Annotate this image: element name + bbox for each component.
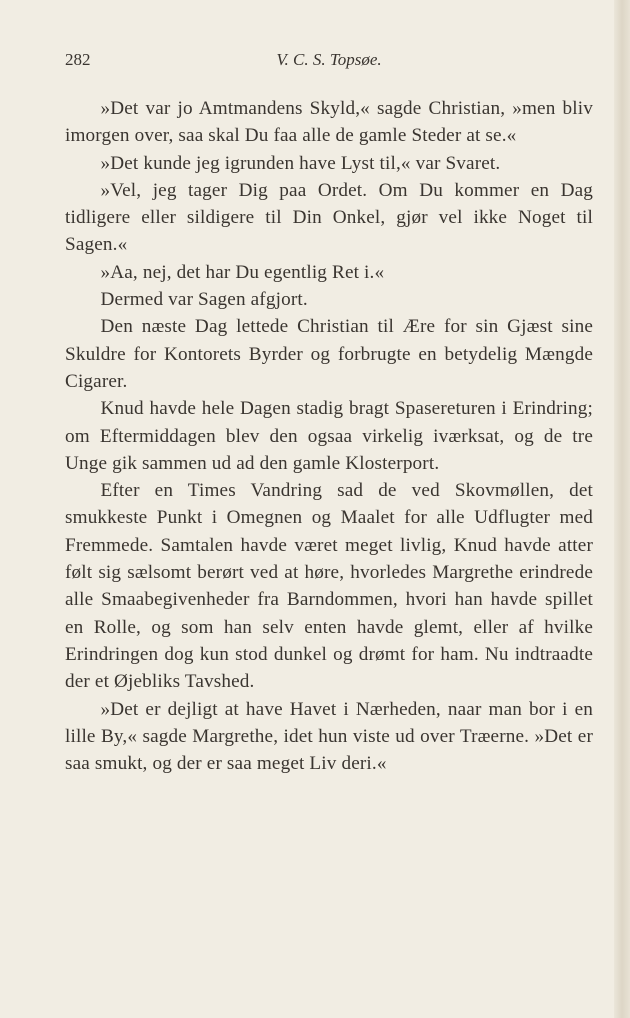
paragraph: Dermed var Sagen afgjort.	[100, 289, 308, 311]
paragraph: Knud havde hele Dagen stadig bragt Spasereturen i Erindring; om Eftermiddagen blev den ogsaa virkelig iværksat, og de tre Unge gik sammen ud ad den gamle Klosterport.	[65, 398, 593, 474]
paragraph: »Vel, jeg tager Dig paa Ordet. Om Du kommer en Dag tidligere eller sildigere til Din Onkel, gjør vel ikke Noget til Sagen.«	[65, 179, 593, 256]
body-text	[65, 95, 593, 777]
paragraph: »Aa, nej, det har Du egentlig Ret i.«	[100, 261, 385, 283]
page-header	[65, 50, 593, 72]
paragraph: Efter en Times Vandring sad de ved Skovmøllen, det smukkeste Punkt i Omegnen og Maalet for alle Udflugter med Fremmede. Samtalen havde været meget livlig, Knud havde atter følt sig sælsomt berørt ved at høre, hvorledes Margrethe erindrede alle Smaabegivenheder fra Barndommen, hvori han havde spillet en Rolle, og som han selv enten havde glemt, eller af hvilke Erindringen dog kun stod dunkel og drømt for ham. Nu indtraadte der et Øjebliks Tavshed.	[65, 480, 593, 693]
paragraph: Den næste Dag lettede Christian til Ære for sin Gjæst sine Skuldre for Kontorets Byrder og forbrugte en betydelig Mængde Cigarer.	[65, 316, 593, 392]
paragraph: »Det er dejligt at have Havet i Nærheden, naar man bor i en lille By,« sagde Margrethe, idet hun viste ud over Træerne. »Det er saa smukt, og der er saa meget Liv deri.«	[65, 698, 593, 775]
paragraph: »Det kunde jeg igrunden have Lyst til,« var Svaret.	[100, 152, 501, 174]
paragraph: »Det var jo Amtmandens Skyld,« sagde Christian, »men bliv imorgen over, saa skal Du faa alle de gamle Steder at se.«	[65, 98, 593, 147]
running-head: V. C. S. Topsøe.	[276, 50, 382, 69]
page-number: 282	[65, 50, 91, 69]
page-edge-shadow	[614, 0, 630, 1018]
